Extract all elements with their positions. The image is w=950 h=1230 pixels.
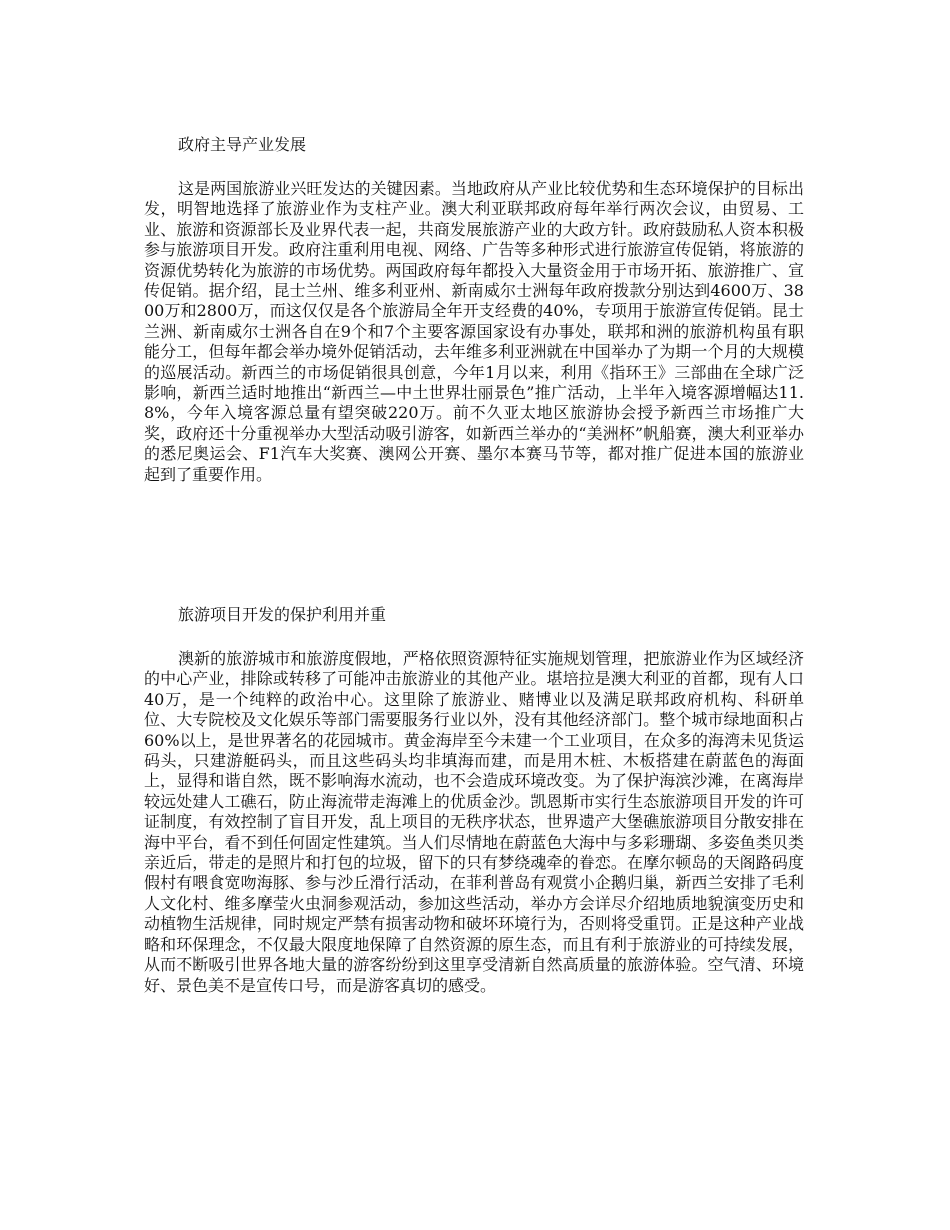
section-body-protection: 澳新的旅游城市和旅游度假地，严格依照资源特征实施规划管理，把旅游业作为区域经济的中心产业，排除或转移了可能冲击旅游业的其他产业。堪培拉是澳大利亚的首都，现有人口40万，是一个纯粹的政治中心。这里除了旅游业、赌博业以及满足联邦政府机构、科研单位、大专院校及文化娱乐等部门需要服务行业以外，没有其他经济部门。整个城市绿地面积占60%以上，是世界著名的花园城市。黄金海岸至今未建一个工业项目，在众多的海湾未见货运码头，只建游艇码头，而且这些码头均非填海而建，而是用木桩、木板搭建在蔚蓝色的海面上，显得和谐自然，既不影响海水流动，也不会造成环境改变。为了保护海滨沙滩，在离海岸较远处建人工礁石，防止海流带走海滩上的优质金沙。凯恩斯市实行生态旅游项目开发的许可证制度，有效控制了盲目开发，乱上项目的无秩序状态，世界遗产大堡礁旅游项目分散安排在海中平台，看不到任何固定性建筑。当人们尽情地在蔚蓝色大海中与多彩珊瑚、多姿鱼类贝类亲近后，带走的是照片和打包的垃圾，留下的只有梦绕魂牵的眷恋。在摩尔顿岛的天阁路码度假村有喂食宽吻海豚、参与沙丘滑行活动，在菲利普岛有观赏小企鹅归巢，新西兰安排了毛利人文化村、维多摩莹火虫洞参观活动，参加这些活动，举办方会详尽介绍地质地貌演变历史和动植物生活规律，同时规定严禁有损害动物和破坏环境行为，否则将受重罚。正是这种产业战略和环保理念，不仅最大限度地保障了自然资源的原生态，而且有利于旅游业的可持续发展，从而不断吸引世界各地大量的游客纷纷到这里享受清新自然高质量的旅游体验。空气清、环境好、景色美不是宣传口号，而是游客真切的感受。 xyxy=(144,649,804,995)
section-heading-government: 政府主导产业发展 xyxy=(178,135,307,154)
section-heading-protection: 旅游项目开发的保护利用并重 xyxy=(178,605,387,624)
section-body-government: 这是两国旅游业兴旺发达的关键因素。当地政府从产业比较优势和生态环境保护的目标出发，明智地选择了旅游业作为支柱产业。澳大利亚联邦政府每年举行两次会议，由贸易、工业、旅游和资源部长及业界代表一起，共商发展旅游产业的大政方针。政府鼓励私人资本积极参与旅游项目开发。政府注重利用电视、网络、广告等多种形式进行旅游宣传促销，将旅游的资源优势转化为旅游的市场优势。两国政府每年都投入大量资金用于市场开拓、旅游推广、宣传促销。据介绍，昆士兰州、维多利亚州、新南威尔士洲每年政府拨款分别达到4600万、3800万和2800万，而这仅仅是各个旅游局全年开支经费的40%，专项用于旅游宣传促销。昆士兰洲、新南威尔士洲各自在9个和7个主要客源国家设有办事处，联邦和洲的旅游机构虽有职能分工，但每年都会举办境外促销活动，去年维多利亚洲就在中国举办了为期一个月的大规模的巡展活动。新西兰的市场促销很具创意，今年1月以来，利用《指环王》三部曲在全球广泛影响，新西兰适时地推出“新西兰—中土世界壮丽景色”推广活动，上半年入境客源增幅达11.8%，今年入境客源总量有望突破220万。前不久亚太地区旅游协会授予新西兰市场推广大奖，政府还十分重视举办大型活动吸引游客，如新西兰举办的“美洲杯”帆船赛，澳大利亚举办的悉尼奥运会、F1汽车大奖赛、澳网公开赛、墨尔本赛马节等，都对推广促进本国的旅游业起到了重要作用。 xyxy=(144,179,804,484)
